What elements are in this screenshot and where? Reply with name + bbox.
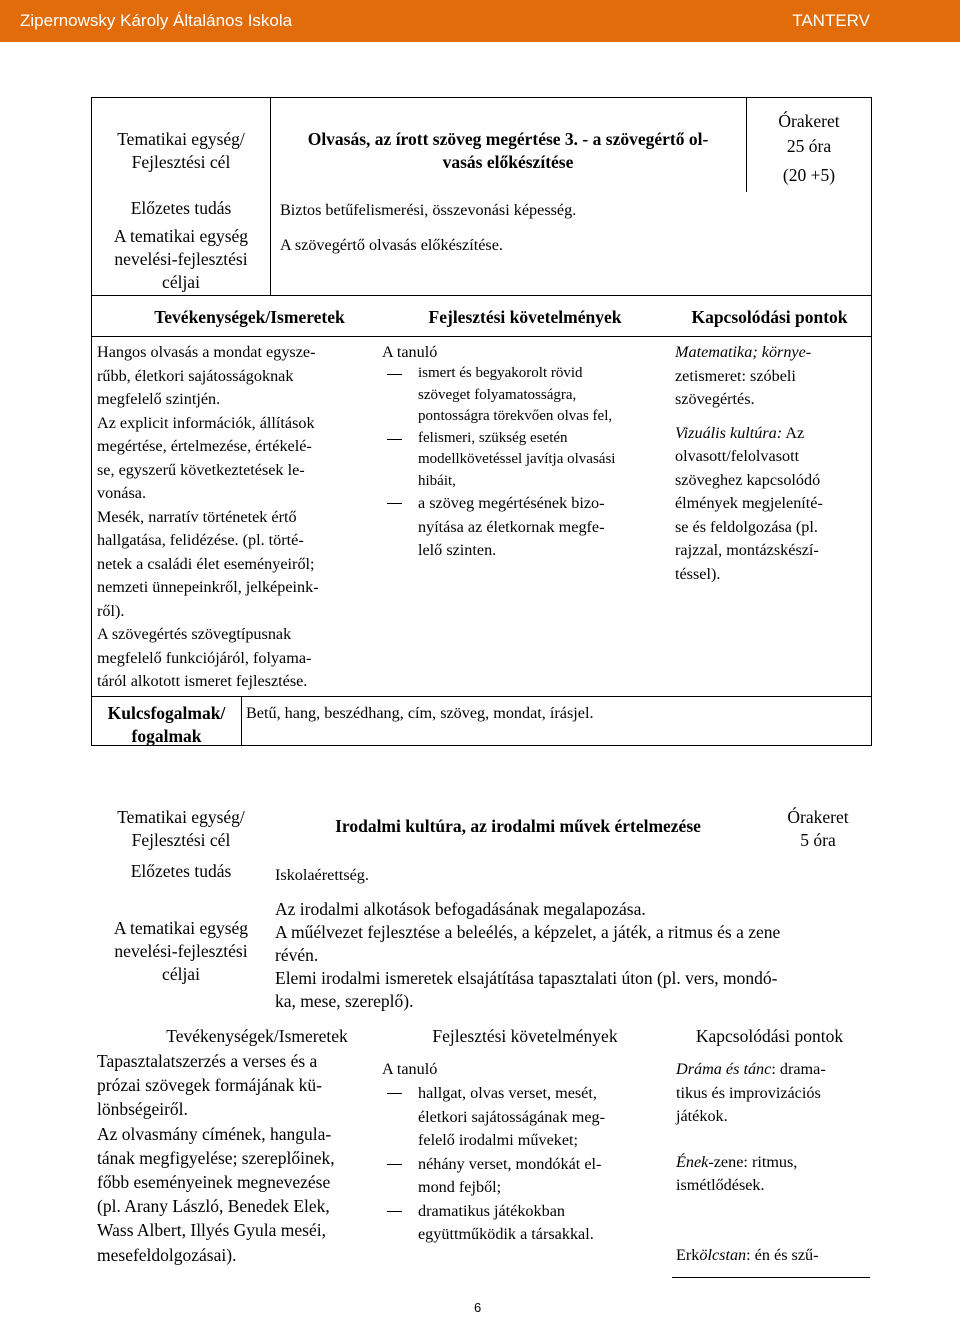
unit-title: Olvasás, az írott szöveg megértése 3. - a szövegértő ol- vasás előkészítése — [307, 129, 709, 172]
req-intro: A tanuló — [382, 343, 438, 361]
goals-label: A tematikai egység nevelési-fejlesztési céljai — [113, 226, 249, 292]
list-item: ismert és begyakorolt rövid szöveget folyamatosságra, pontosságra törekvően olvas fel, — [382, 363, 672, 428]
activities-text: Hangos olvasás a mondat egysze- rűbb, életkori sajátosságoknak megfelelő szintjén. Az explicit információk, állítások megértése, értelmezése, értékelé- se, egyszerű következtetések le- vonása. Mesék, narratív történetek értő hallgatása, felidézése. (pl. törté- netek a családi élet eseményeiről; nemzeti ünnepeinkről, jelképeink- ről). A szövegértés szövegtípusnak megfelelő funkciójáról, folyama- táról alkotott ismeret fejlesztése. — [97, 343, 319, 690]
activities-text: Tapasztalatszerzés a verses és a prózai szövegek formájának kü- lönbségeiről. Az olvasmány címének, hangula- tának megfigyelése; szereplőinek, főbb eseményeinek megnevezése (pl. Arany László, Benedek Elek, Wass Albert, Illyés Gyula meséi, mesefeldolgozásai). — [97, 1051, 335, 1265]
requirements-list — [382, 1082, 672, 1247]
col-requirements: Fejlesztési követelmények — [428, 307, 622, 327]
col-requirements: Fejlesztési követelmények — [432, 1026, 618, 1046]
prior-label: Előzetes tudás — [130, 861, 232, 881]
connections-text: Dráma és tánc: drama- tikus és improvizációs játékok. Ének-zene: ritmus, ismétlődések. Erkölcstan: én és szű- — [676, 1060, 826, 1264]
list-item: dramatikus játékokban együttműködik a társakkal. — [382, 1200, 672, 1247]
goals: Az irodalmi alkotások befogadásának megalapozása. A műélvezet fejlesztése a beleélés, a képzelet, a játék, a ritmus és a zene révén. Elemi irodalmi ismeretek elsajátítása tapasztalati úton (pl. vers, mondó- ka, mese, szereplő). — [275, 899, 781, 1011]
key-concepts: Betű, hang, beszédhang, cím, szöveg, mondat, írásjel. — [246, 704, 594, 722]
connections-text: Matematika; környe- zetismeret: szóbeli szövegértés. Vizuális kultúra: Az olvasott/felolvasott szöveghez kapcsolódó élmények megjeleníté- se és feldolgozása (pl. rajzzal, montázskészí- téssel). — [675, 343, 823, 583]
document-type: TANTERV — [792, 11, 870, 30]
hours-block: Órakeret 25 óra (20 +5) — [778, 111, 840, 185]
prior-knowledge: Iskolaérettség. — [275, 866, 369, 884]
unit-label: Tematikai egység/ Fejlesztési cél — [117, 807, 245, 850]
col-activities: Tevékenységek/Ismeretek — [154, 307, 345, 327]
requirements-list — [382, 363, 672, 563]
goals-label: A tematikai egység nevelési-fejlesztési céljai — [113, 918, 249, 984]
school-name: Zipernowsky Károly Általános Iskola — [20, 11, 293, 30]
list-item: a szöveg megértésének bizo- nyítása az életkornak megfe- lelő szinten. — [382, 492, 672, 563]
col-connections: Kapcsolódási pontok — [695, 1026, 844, 1046]
key-label: Kulcsfogalmak/ fogalmak — [107, 703, 226, 746]
unit-title: Irodalmi kultúra, az irodalmi művek értelmezése — [335, 816, 701, 836]
list-item: hallgat, olvas verset, mesét, életkori sajátosságának meg- felelő irodalmi műveket; — [382, 1082, 672, 1153]
page-header — [0, 0, 960, 42]
page-number: 6 — [474, 1300, 482, 1315]
list-item: néhány verset, mondókát el- mond fejből; — [382, 1153, 672, 1200]
goals: A szövegértő olvasás előkészítése. — [280, 236, 503, 254]
req-intro: A tanuló — [382, 1060, 438, 1078]
prior-knowledge: Biztos betűfelismerési, összevonási képesség. — [280, 201, 577, 219]
col-activities: Tevékenységek/Ismeretek — [166, 1026, 348, 1046]
unit-label: Tematikai egység/ Fejlesztési cél — [117, 129, 245, 172]
hours-block: Órakeret 5 óra — [787, 807, 849, 850]
col-connections: Kapcsolódási pontok — [691, 307, 848, 327]
prior-label: Előzetes tudás — [130, 198, 232, 218]
list-item: felismeri, szükség esetén modellkövetéssel javítja olvasási hibáit, — [382, 428, 672, 493]
